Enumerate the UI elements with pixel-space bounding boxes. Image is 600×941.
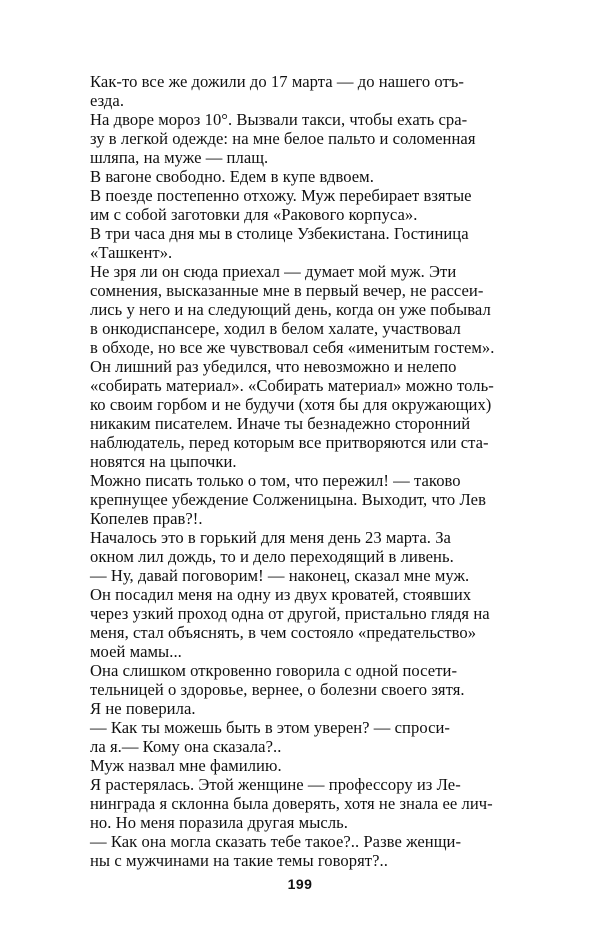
text-line: Как-то все же дожили до 17 марта — до нашего отъ-: [90, 72, 465, 91]
text-line: езда.: [90, 91, 125, 110]
text-line: Он посадил меня на одну из двух кроватей, стоявших: [90, 585, 472, 604]
text-line: Муж назвал мне фамилию.: [90, 756, 282, 775]
text-line: Можно писать только о том, что пережил! — таково: [90, 471, 461, 490]
text-line: им с собой заготовки для «Ракового корпуса».: [90, 205, 418, 224]
text-line: наблюдатель, перед которым все притворяются или ста-: [90, 433, 489, 452]
text-line: «Ташкент».: [90, 243, 173, 262]
text-line: но. Но меня поразила другая мысль.: [90, 813, 348, 832]
text-line: Он лишний раз убедился, что невозможно и нелепо: [90, 357, 457, 376]
text-line: Копелев прав?!.: [90, 509, 203, 528]
text-line: сомнения, высказанные мне в первый вечер, не рассеи-: [90, 281, 484, 300]
text-line: моей мамы...: [90, 642, 182, 661]
text-line: в онкодиспансере, ходил в белом халате, участвовал: [90, 319, 461, 338]
text-line: окном лил дождь, то и дело переходящий в ливень.: [90, 547, 454, 566]
text-line: На дворе мороз 10°. Вызвали такси, чтобы ехать сра-: [90, 110, 468, 129]
text-line: Я не поверила.: [90, 699, 196, 718]
text-line: — Как она могла сказать тебе такое?.. Разве женщи-: [90, 832, 462, 851]
page-number: 199: [287, 876, 313, 892]
text-line: тельницей о здоровье, вернее, о болезни своего зятя.: [90, 680, 465, 699]
text-line: В поезде постепенно отхожу. Муж перебирает взятые: [90, 186, 472, 205]
text-line: шляпа, на муже — плащ.: [90, 148, 269, 167]
text-line: нинграда я склонна была доверять, хотя не знала ее лич-: [90, 794, 493, 813]
text-line: В вагоне свободно. Едем в купе вдвоем.: [90, 167, 374, 186]
text-line: меня, стал объяснять, в чем состояло «предательство»: [90, 623, 477, 642]
text-line: через узкий проход одна от другой, пристально глядя на: [90, 604, 490, 623]
text-line: — Ну, давай поговорим! — наконец, сказал мне муж.: [90, 566, 470, 585]
text-line: В три часа дня мы в столице Узбекистана. Гостиница: [90, 224, 469, 243]
text-line: Я растерялась. Этой женщине — профессору из Ле-: [90, 775, 461, 794]
text-line: зу в легкой одежде: на мне белое пальто и соломенная: [90, 129, 476, 148]
text-line: ла я.— Кому она сказала?..: [90, 737, 282, 756]
text-line: — Как ты можешь быть в этом уверен? — спроси-: [90, 718, 451, 737]
text-line: Началось это в горький для меня день 23 марта. За: [90, 528, 451, 547]
text-line: «собирать материал». «Собирать материал» можно толь-: [90, 376, 494, 395]
text-line: никаким писателем. Иначе ты безнадежно сторонний: [90, 414, 471, 433]
text-line: крепнущее убеждение Солженицына. Выходит, что Лев: [90, 490, 486, 509]
text-line: лись у него и на следующий день, когда он уже побывал: [90, 300, 491, 319]
text-line: новятся на цыпочки.: [90, 452, 237, 471]
text-line: Не зря ли он сюда приехал — думает мой муж. Эти: [90, 262, 457, 281]
page-text: [90, 72, 535, 870]
text-line: в обходе, но все же чувствовал себя «именитым гостем».: [90, 338, 495, 357]
text-line: ны с мужчинами на такие темы говорят?..: [90, 851, 388, 870]
text-line: Она слишком откровенно говорила с одной посети-: [90, 661, 458, 680]
text-line: ко своим горбом и не будучи (хотя бы для окружающих): [90, 395, 492, 414]
